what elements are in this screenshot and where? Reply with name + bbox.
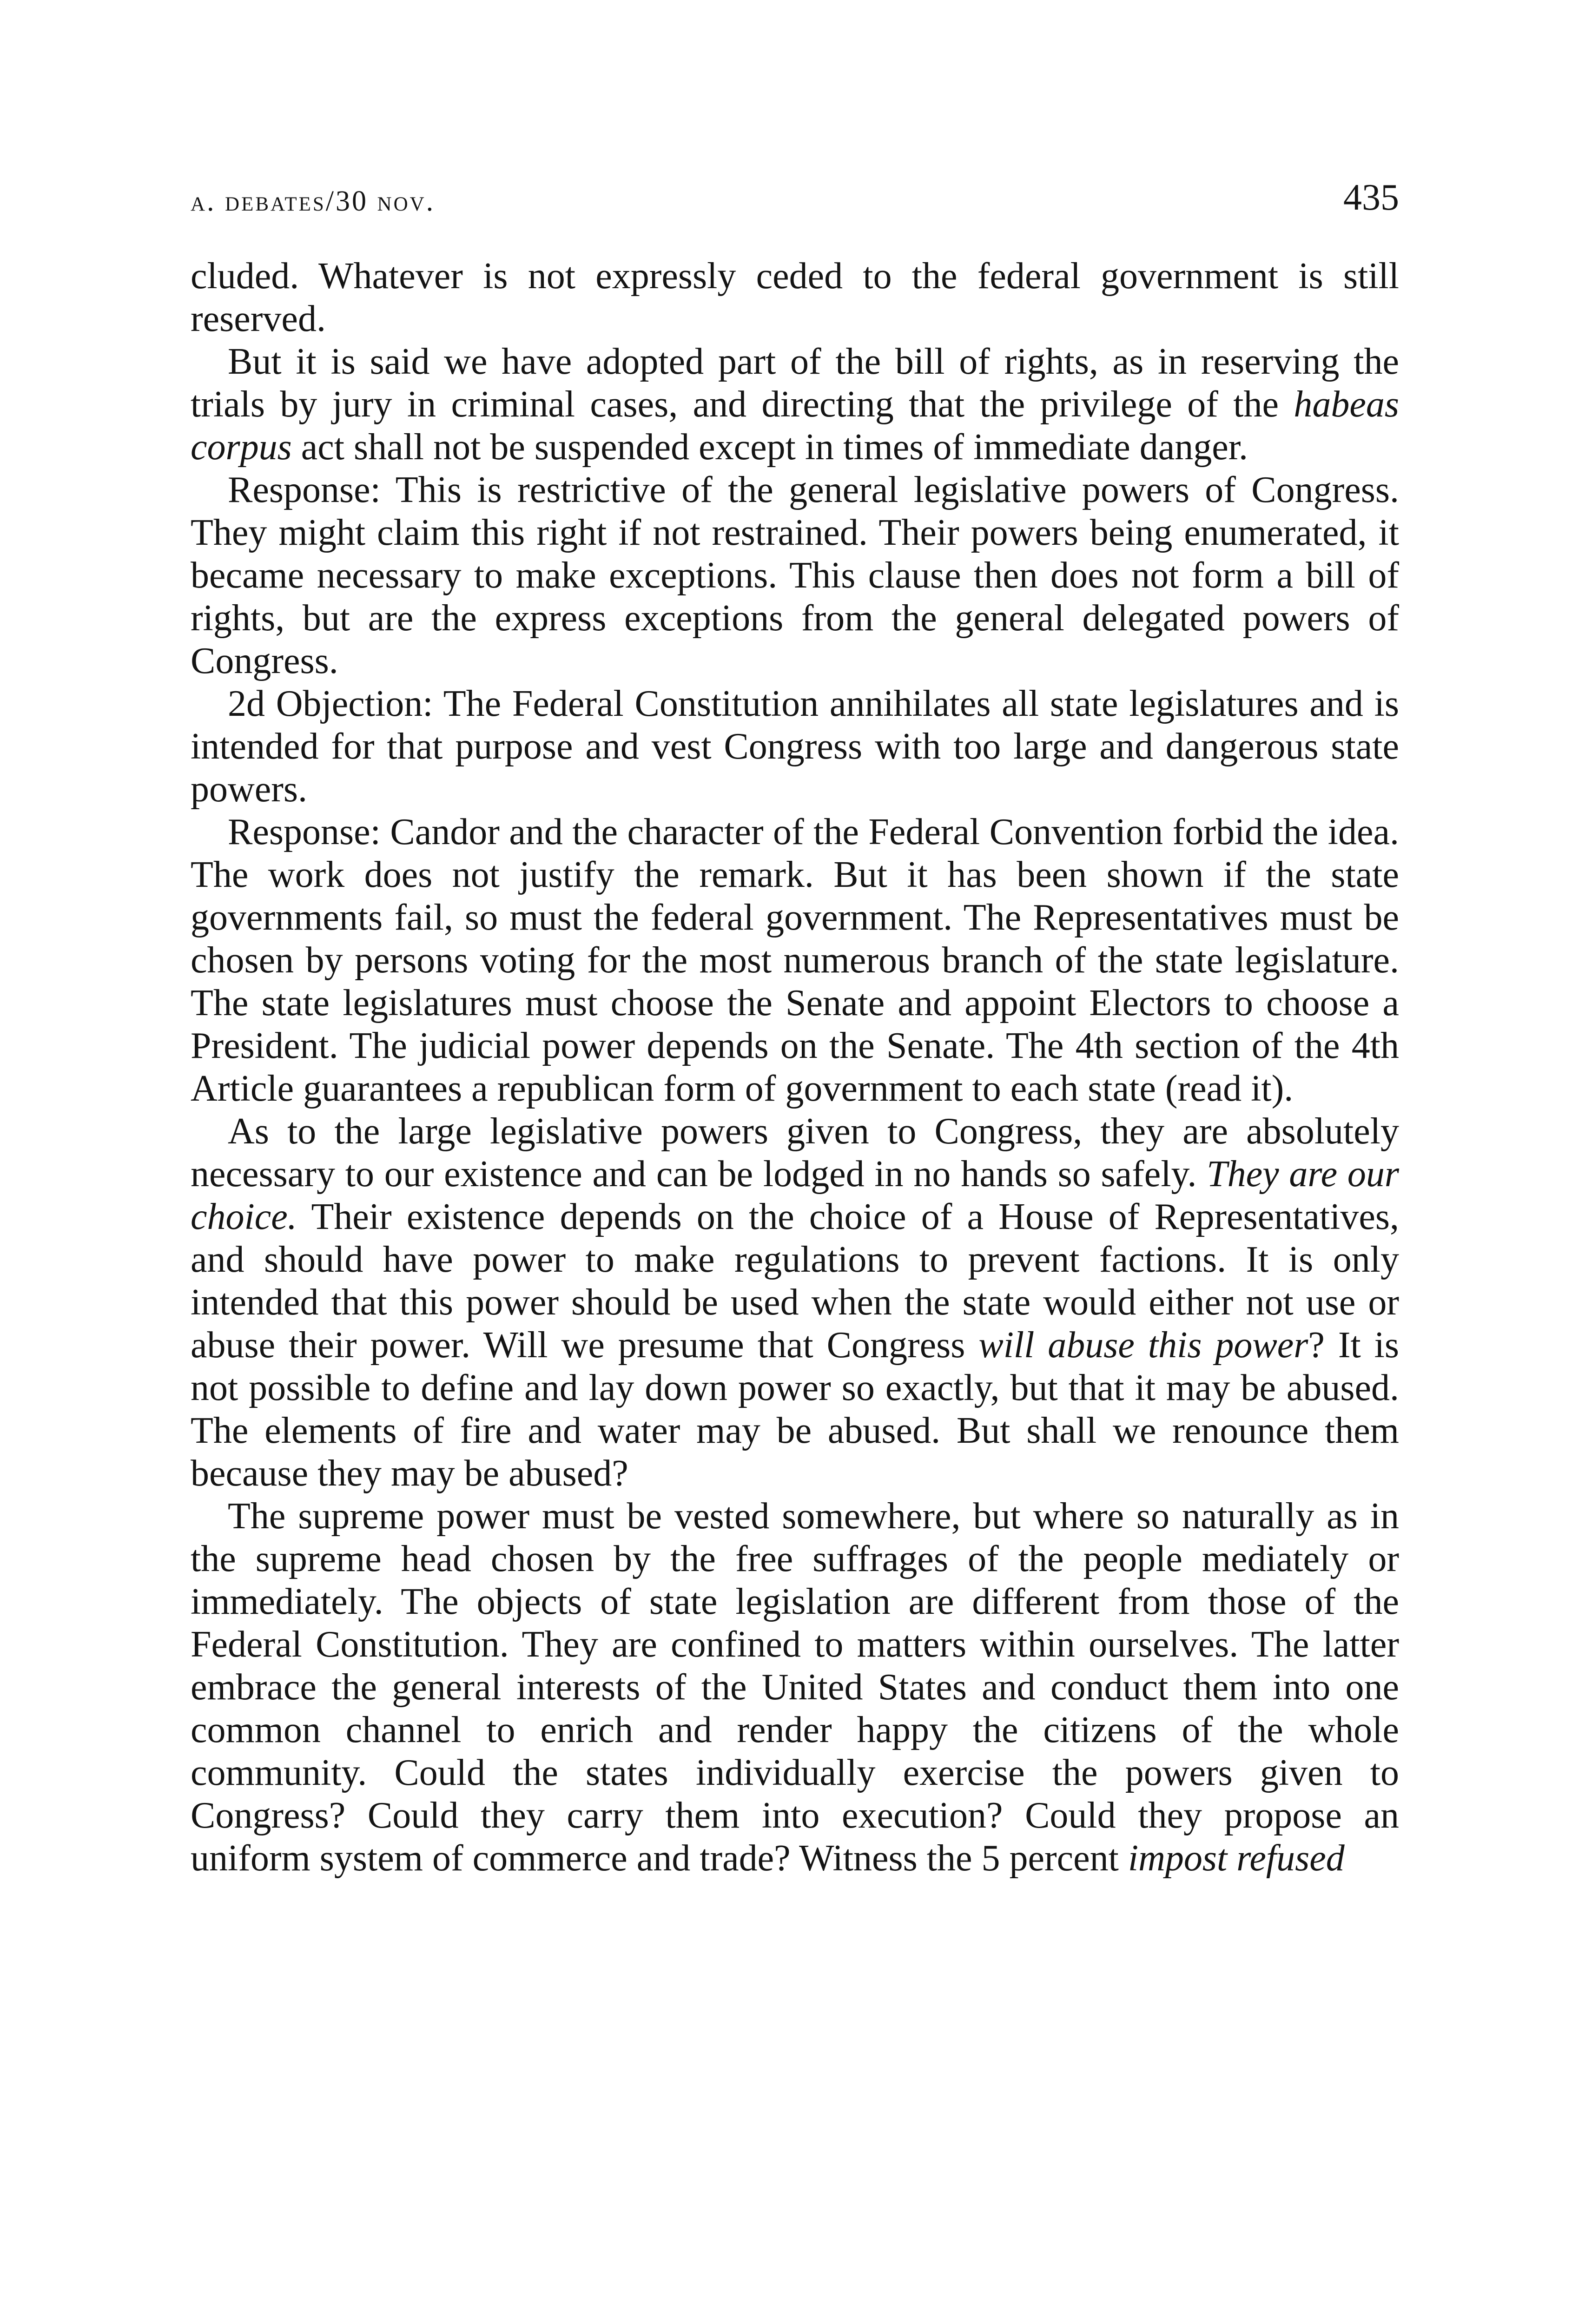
paragraph-7: [191, 1495, 1399, 1880]
paragraph-text: The supreme power must be vested somewhere, but where so naturally as in the supreme head chosen by the free suffrages of the people mediately or immediately. The objects of state legislation are different from those of the Federal Constitution. They are confined to matters within ourselves. The latter embrace the general interests of the United States and conduct them into one common channel to enrich and render happy the citizens of the whole community. Could the states individually exercise the powers given to Congress? Could they carry them into execution? Could they propose an uniform system of commerce and trade? Witness the 5 percent: [191, 1496, 1399, 1879]
paragraph-5: [191, 811, 1399, 1110]
paragraph-6: [191, 1110, 1399, 1495]
paragraph-text: Response: This is restrictive of the general legislative powers of Congress. They might claim this right if not restrained. Their powers being enumerated, it became necessary to make exceptions. This clause then does not form a bill of rights, but are the express exceptions from the general delegated powers of Congress.: [191, 469, 1399, 681]
paragraph-1: [191, 255, 1399, 340]
paragraph-text: cluded. Whatever is not expressly ceded to the federal government is still reserved.: [191, 256, 1399, 339]
paragraph-3: [191, 469, 1399, 682]
paragraph-4: [191, 682, 1399, 811]
paragraph-2: [191, 340, 1399, 469]
running-head: [191, 177, 1399, 223]
italic-phrase: impost refused: [1128, 1838, 1345, 1879]
italic-phrase: will abuse this power: [978, 1325, 1308, 1366]
body-text: [191, 255, 1399, 1880]
paragraph-text: Their existence depends on the choice of a House of Representatives, and should have power to make regulations to prevent factions. It is only intended that this power should be used when the state would either not use or abuse their power. Will we presume that Congress: [191, 1196, 1399, 1366]
paragraph-text: Response: Candor and the character of the Federal Convention forbid the idea. The work does not justify the remark. But it has been shown if the state governments fail, so must the federal government. The Representatives must be chosen by persons voting for the most numerous branch of the state legislature. The state legislatures must choose the Senate and appoint Electors to choose a President. The judicial power depends on the Senate. The 4th section of the 4th Article guarantees a republican form of government to each state (read it).: [191, 812, 1399, 1109]
paragraph-text: As to the large legislative powers given to Congress, they are absolutely necessary to our existence and can be lodged in no hands so safely.: [191, 1111, 1399, 1195]
italic-phrase: They are our choice.: [191, 1154, 1399, 1237]
running-title: a. debates/30 nov.: [191, 185, 436, 217]
paragraph-text: ? It is not possible to define and lay down power so exactly, but that it may be abused. The elements of fire and water may be abused. But shall we renounce them because they may be abused?: [191, 1325, 1400, 1494]
paragraph-text: 2d Objection: The Federal Constitution annihilates all state legislatures and is intended for that purpose and vest Congress with too large and dangerous state powers.: [191, 683, 1399, 810]
paragraph-text: act shall not be suspended except in times of immediate danger.: [291, 427, 1248, 468]
page-number: 435: [1343, 177, 1399, 218]
paragraph-text: But it is said we have adopted part of the bill of rights, as in reserving the trials by jury in criminal cases, and directing that the privilege of the: [191, 341, 1399, 425]
italic-phrase: habeas corpus: [191, 384, 1399, 468]
